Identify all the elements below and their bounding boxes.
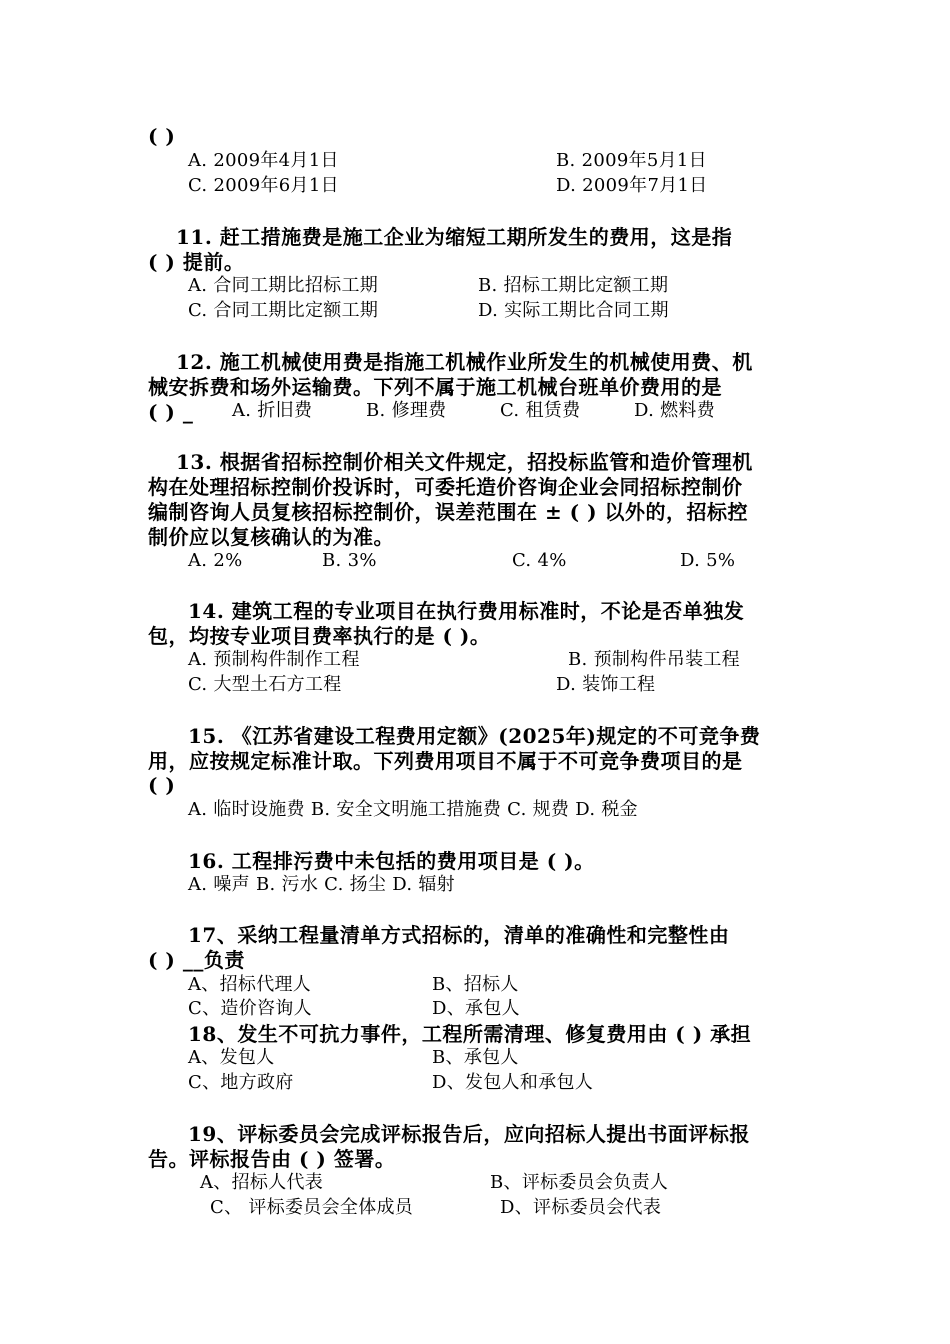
- q17-option-a: A、招标代理人: [188, 974, 312, 995]
- q17-stem-line-2: ( ) __负责: [148, 948, 245, 972]
- q15-stem-line-2: 用，应按规定标准计取。下列费用项目不属于不可竞争费项目的是: [148, 749, 743, 773]
- q11-option-b: B. 招标工期比定额工期: [478, 275, 669, 296]
- q18-option-b: B、承包人: [432, 1047, 519, 1068]
- q17-option-b: B、招标人: [432, 974, 519, 995]
- q10-tail: ( ): [148, 124, 176, 148]
- q19-option-b: B、评标委员会负责人: [490, 1172, 669, 1193]
- q15-stem-line-1: 15. 《江苏省建设工程费用定额》(2025年)规定的不可竞争费: [188, 724, 761, 748]
- q19-stem-line-1: 19、评标委员会完成评标报告后，应向招标人提出书面评标报: [188, 1122, 750, 1146]
- q14-option-d: D. 装饰工程: [556, 674, 656, 695]
- q11-stem-line-2: ( ) 提前。: [148, 250, 245, 274]
- q11-option-d: D. 实际工期比合同工期: [478, 300, 669, 321]
- q19-option-a: A、招标人代表: [200, 1172, 324, 1193]
- q18-option-a: A、发包人: [188, 1047, 275, 1068]
- q13-stem-line-3: 编制咨询人员复核招标控制价，误差范围在 ± ( ) 以外的，招标控: [148, 500, 749, 524]
- q13-option-b: B. 3%: [322, 550, 377, 571]
- q11-stem-line-1: 11. 赶工措施费是施工企业为缩短工期所发生的费用，这是指: [176, 225, 733, 249]
- q12-stem-line-2: 械安拆费和场外运输费。下列不属于施工机械台班单价费用的是: [148, 375, 722, 399]
- q18-option-d: D、发包人和承包人: [432, 1072, 594, 1093]
- q10-option-c: C. 2009年6月1日: [188, 175, 339, 196]
- q14-option-a: A. 预制构件制作工程: [188, 649, 360, 670]
- q13-stem-line-1: 13. 根据省招标控制价相关文件规定，招投标监管和造价管理机: [176, 450, 753, 474]
- q11-option-a: A. 合同工期比招标工期: [188, 275, 379, 296]
- q18-stem-line-1: 18、发生不可抗力事件，工程所需清理、修复费用由 ( ) 承担: [188, 1022, 752, 1046]
- q18-option-c: C、地方政府: [188, 1072, 294, 1093]
- q14-option-b: B. 预制构件吊装工程: [568, 649, 740, 670]
- q12-tail: ( ) _: [148, 400, 194, 424]
- q10-option-b: B. 2009年5月1日: [556, 150, 707, 171]
- q13-option-d: D. 5%: [680, 550, 736, 571]
- q12-option-a: A. 折旧费: [232, 400, 313, 421]
- q17-option-c: C、造价咨询人: [188, 998, 312, 1019]
- q16-stem-line-1: 16. 工程排污费中未包括的费用项目是 ( )。: [188, 849, 595, 873]
- q14-stem-line-1: 14. 建筑工程的专业项目在执行费用标准时，不论是否单独发: [188, 599, 745, 623]
- q13-option-c: C. 4%: [512, 550, 567, 571]
- q12-option-b: B. 修理费: [366, 400, 447, 421]
- q15-options: A. 临时设施费 B. 安全文明施工措施费 C. 规费 D. 税金: [188, 799, 638, 820]
- q16-options: A. 噪声 B. 污水 C. 扬尘 D. 辐射: [188, 874, 455, 895]
- q12-option-d: D. 燃料费: [634, 400, 716, 421]
- q15-stem-line-3: ( ): [148, 773, 176, 797]
- q14-option-c: C. 大型土石方工程: [188, 674, 342, 695]
- q10-option-a: A. 2009年4月1日: [188, 150, 339, 171]
- q13-stem-line-4: 制价应以复核确认的为准。: [148, 525, 394, 549]
- q17-option-d: D、承包人: [432, 998, 520, 1019]
- q10-option-d: D. 2009年7月1日: [556, 175, 708, 196]
- q19-stem-line-2: 告。评标报告由 ( ) 签署。: [148, 1147, 396, 1171]
- q12-option-c: C. 租赁费: [500, 400, 581, 421]
- q11-option-c: C. 合同工期比定额工期: [188, 300, 379, 321]
- q17-stem-line-1: 17、采纳工程量清单方式招标的，清单的准确性和完整性由: [188, 923, 730, 947]
- q13-stem-line-2: 构在处理招标控制价投诉时，可委托造价咨询企业会同招标控制价: [148, 475, 743, 499]
- q19-option-d: D、评标委员会代表: [500, 1197, 662, 1218]
- q12-stem-line-1: 12. 施工机械使用费是指施工机械作业所发生的机械使用费、机: [176, 350, 753, 374]
- q19-option-c: C、 评标委员会全体成员: [210, 1197, 414, 1218]
- q14-stem-line-2: 包，均按专业项目费率执行的是 ( )。: [148, 624, 491, 648]
- q13-option-a: A. 2%: [188, 550, 243, 571]
